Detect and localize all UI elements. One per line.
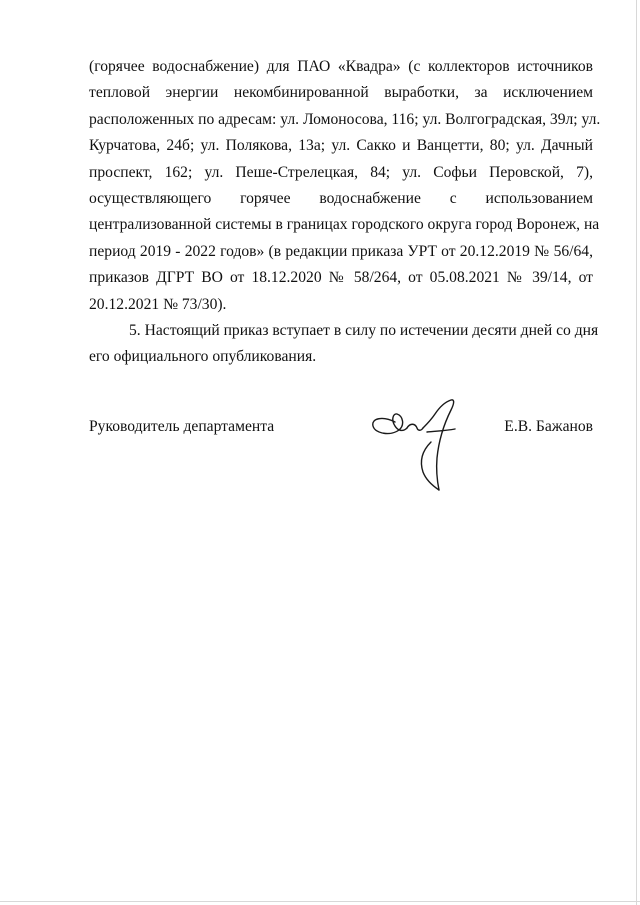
paragraph-5 [89, 318, 599, 371]
text-line: (горячее водоснабжение) для ПАО «Квадра» (с коллекторов источников [89, 58, 593, 75]
text-line: расположенных по адресам: ул. Ломоносова, 116; ул. Волгоградская, 39л; ул. [89, 110, 601, 128]
text-line: централизованной системы в границах городского округа город Воронеж, на [89, 216, 600, 234]
paragraph-continued [89, 54, 601, 318]
signer-name: Е.В. Бажанов [504, 418, 593, 435]
text-line: осуществляющего горячее водоснабжение с использованием [89, 190, 593, 208]
text-line: период 2019 - 2022 годов» (в редакции приказа УРТ от 20.12.2019 № 56/64, [89, 242, 593, 260]
page-edge-bottom [0, 901, 640, 902]
text-line: 20.12.2021 № 73/30). [89, 295, 227, 313]
text-line: 5. Настоящий приказ вступает в силу по истечении десяти дней со дня [129, 322, 599, 340]
handwritten-signature [365, 398, 475, 498]
text-line: Курчатова, 24б; ул. Полякова, 13а; ул. Сакко и Ванцетти, 80; ул. Дачный [89, 137, 593, 155]
text-line: его официального опубликования. [89, 348, 317, 366]
page-edge-right [636, 0, 637, 905]
signature-row [89, 418, 593, 448]
text-line: приказов ДГРТ ВО от 18.12.2020 № 58/264, от 05.08.2021 № 39/14, от [89, 269, 593, 287]
document-body [89, 54, 601, 371]
text-line: проспект, 162; ул. Пеше-Стрелецкая, 84; ул. Софьи Перовской, 7), [89, 163, 593, 181]
signer-position: Руководитель департамента [89, 418, 275, 435]
text-line: тепловой энергии некомбинированной выработки, за исключением [89, 84, 593, 102]
